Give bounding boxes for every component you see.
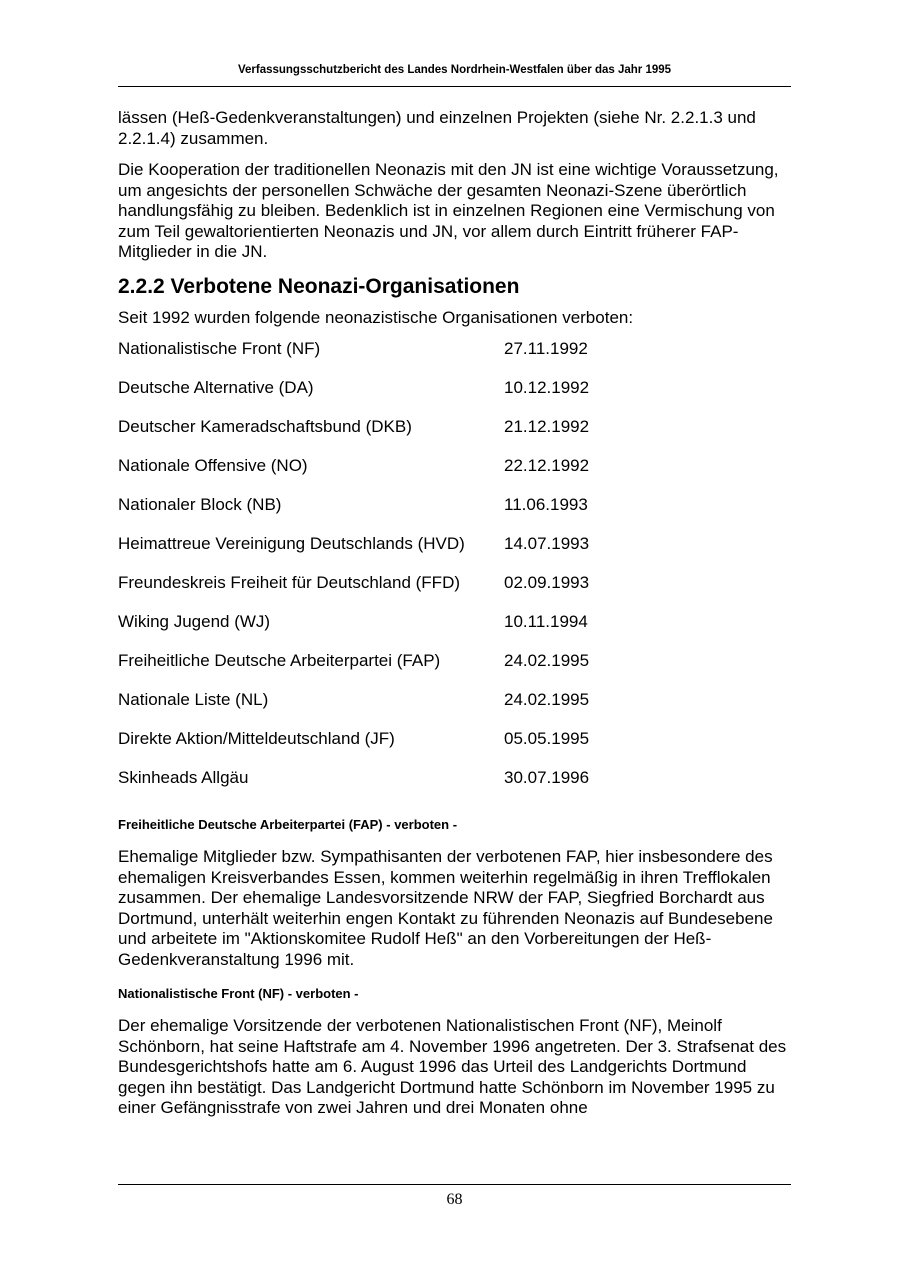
org-name: Deutscher Kameradschaftsbund (DKB) [118, 417, 412, 436]
ban-date: 14.07.1993 [504, 534, 590, 553]
org-name: Skinheads Allgäu [118, 768, 249, 787]
subheading-nf: Nationalistische Front (NF) - verboten - [118, 986, 359, 1001]
page-content [118, 108, 791, 1130]
paragraph-continuation: lässen (Heß-Gedenkveranstaltungen) und einzelnen Projekten (siehe Nr. 2.2.1.3 und 2.2.1.4) zusammen. [118, 108, 756, 148]
subheading-fap: Freiheitliche Deutsche Arbeiterpartei (FAP) - verboten - [118, 817, 458, 832]
org-row [118, 651, 791, 690]
banned-organizations-list [118, 339, 791, 807]
org-row [118, 573, 791, 612]
section-intro: Seit 1992 wurden folgende neonazistische Organisationen verboten: [118, 307, 634, 327]
org-name: Wiking Jugend (WJ) [118, 612, 271, 631]
paragraph-nf: Der ehemalige Vorsitzende der verbotenen Nationalistischen Front (NF), Meinolf Schönborn, hat seine Haftstrafe am 4. November 1996 angetreten. Der 3. Strafsenat des Bundesgerichtshofs hatte am 6. August 1996 das Urteil des Landgerichts Dortmund gegen ihn bestätigt. Das Landgericht Dortmund hatte Schönborn im November 1995 zu einer Gefängnisstrafe von zwei Jahren und drei Monaten ohne [118, 1016, 787, 1117]
org-name: Deutsche Alternative (DA) [118, 378, 314, 397]
section-heading: 2.2.2 Verbotene Neonazi-Organisationen [118, 274, 520, 298]
page-number: 68 [446, 1191, 463, 1208]
ban-date: 27.11.1992 [504, 339, 588, 358]
org-row [118, 534, 791, 573]
ban-date: 21.12.1992 [504, 417, 590, 436]
org-name: Freundeskreis Freiheit für Deutschland (FFD) [118, 573, 461, 592]
ban-date: 11.06.1993 [504, 495, 588, 514]
ban-date: 10.11.1994 [504, 612, 588, 631]
org-name: Nationaler Block (NB) [118, 495, 282, 514]
ban-date: 24.02.1995 [504, 690, 590, 709]
paragraph-cooperation: Die Kooperation der traditionellen Neonazis mit den JN ist eine wichtige Voraussetzung, um angesichts der personellen Schwäche der gesamten Neonazi-Szene überörtlich handlungsfähig zu bleiben. Bedenklich ist in einzelnen Regionen eine Vermischung von zum Teil gewaltorientierten Neonazis und JN, vor allem durch Eintritt früherer FAP-Mitglieder in die JN. [118, 160, 779, 261]
org-row [118, 456, 791, 495]
org-name: Nationale Liste (NL) [118, 690, 269, 709]
org-name: Nationale Offensive (NO) [118, 456, 308, 475]
org-row [118, 339, 791, 378]
ban-date: 24.02.1995 [504, 651, 590, 670]
org-name: Heimattreue Vereinigung Deutschlands (HVD) [118, 534, 465, 553]
org-row [118, 495, 791, 534]
org-name: Freiheitliche Deutsche Arbeiterpartei (FAP) [118, 651, 441, 670]
ban-date: 02.09.1993 [504, 573, 590, 592]
paragraph-fap: Ehemalige Mitglieder bzw. Sympathisanten der verbotenen FAP, hier insbesondere des ehemaligen Kreisverbandes Essen, kommen weiterhin regelmäßig in ihren Trefflokalen zusammen. Der ehemalige Landesvorsitzende NRW der FAP, Siegfried Borchardt aus Dortmund, unterhält weiterhin engen Kontakt zu führenden Neonazis auf Bundesebene und arbeitete im "Aktionskomitee Rudolf Heß" an den Vorbereitungen der Heß- Gedenkveranstaltung 1996 mit. [118, 847, 773, 969]
org-row [118, 690, 791, 729]
running-header: Verfassungsschutzbericht des Landes Nordrhein-Westfalen über das Jahr 1995 [237, 64, 672, 76]
ban-date: 10.12.1992 [504, 378, 590, 397]
ban-date: 30.07.1996 [504, 768, 590, 787]
org-name: Nationalistische Front (NF) [118, 339, 321, 358]
org-row [118, 768, 791, 807]
footer-rule [118, 1184, 791, 1185]
ban-date: 05.05.1995 [504, 729, 590, 748]
org-row [118, 729, 791, 768]
org-row [118, 612, 791, 651]
header-rule [118, 86, 791, 87]
org-row [118, 417, 791, 456]
org-row [118, 378, 791, 417]
ban-date: 22.12.1992 [504, 456, 590, 475]
org-name: Direkte Aktion/Mitteldeutschland (JF) [118, 729, 395, 748]
